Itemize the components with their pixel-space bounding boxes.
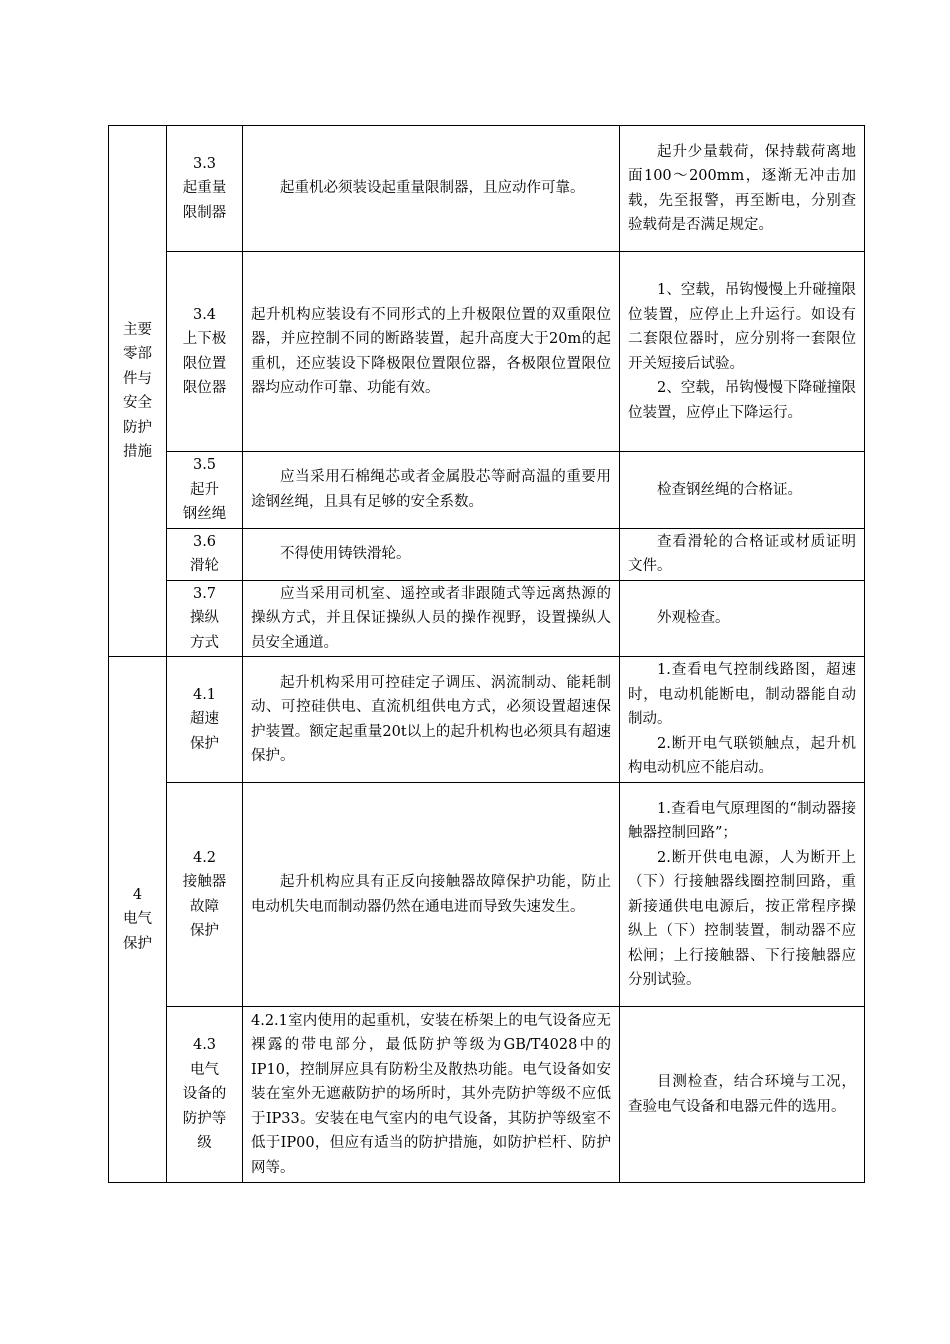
requirement-cell: 应当采用石棉绳芯或者金属股芯等耐高温的重要用途钢丝绳，且具有足够的安全系数。 <box>243 452 620 529</box>
method-cell: 查看滑轮的合格证或材质证明文件。 <box>620 528 865 580</box>
table-row <box>109 452 865 529</box>
table-row <box>109 580 865 657</box>
requirement-cell: 起升机构采用可控硅定子调压、涡流制动、能耗制动、可控硅供电、直流机组供电方式，必须设置超速保护装置。额定起重量20t以上的起升机构也必须具有超速保护。 <box>243 657 620 783</box>
item-cell: 3.4 上下极 限位置 限位器 <box>167 252 243 452</box>
inspection-table <box>108 125 865 1183</box>
requirement-cell: 起重机必须装设起重量限制器，且应动作可靠。 <box>243 126 620 252</box>
table-row <box>109 528 865 580</box>
method-cell: 外观检查。 <box>620 580 865 657</box>
table-row <box>109 783 865 1007</box>
item-cell: 4.3 电气 设备的 防护等 级 <box>167 1007 243 1183</box>
item-cell: 4.2 接触器 故障 保护 <box>167 783 243 1007</box>
requirement-cell: 应当采用司机室、遥控或者非跟随式等远离热源的操纵方式，并且保证操纵人员的操作视野，设置操纵人员安全通道。 <box>243 580 620 657</box>
item-cell: 3.7 操纵 方式 <box>167 580 243 657</box>
requirement-cell: 起升机构应装设有不同形式的上升极限位置的双重限位器，并应控制不同的断路装置，起升高度大于20m的起重机，还应装设下降极限位置限位器，各极限位置限位器均应动作可靠、功能有效。 <box>243 252 620 452</box>
item-cell: 3.3 起重量 限制器 <box>167 126 243 252</box>
table-row <box>109 126 865 252</box>
method-cell: 1、空载，吊钩慢慢上升碰撞限位装置，应停止上升运行。如设有二套限位器时，应分别将一套限位开关短接后试验。 2、空载，吊钩慢慢下降碰撞限位装置，应停止下降运行。 <box>620 252 865 452</box>
item-cell: 4.1 超速 保护 <box>167 657 243 783</box>
method-cell: 起升少量载荷，保持载荷离地面100～200mm，逐渐无冲击加载，先至报警，再至断电，分别查验载荷是否满足规定。 <box>620 126 865 252</box>
requirement-cell: 不得使用铸铁滑轮。 <box>243 528 620 580</box>
table-row <box>109 1007 865 1183</box>
category-cell: 4 电气 保护 <box>109 657 167 1183</box>
method-cell: 目测检查，结合环境与工况，查验电气设备和电器元件的选用。 <box>620 1007 865 1183</box>
method-cell: 1.查看电气原理图的“制动器接触器控制回路”； 2.断开供电电源，人为断开上（下）行接触器线圈控制回路，重新接通供电电源后，按正常程序操纵上（下）控制装置，制动器不应松闸；上行接触器、下行接触器应分别试验。 <box>620 783 865 1007</box>
method-cell: 检查钢丝绳的合格证。 <box>620 452 865 529</box>
requirement-cell: 起升机构应具有正反向接触器故障保护功能，防止电动机失电而制动器仍然在通电进而导致失速发生。 <box>243 783 620 1007</box>
item-cell: 3.5 起升 钢丝绳 <box>167 452 243 529</box>
requirement-cell: 4.2.1室内使用的起重机，安装在桥架上的电气设备应无裸露的带电部分，最低防护等级为GB/T4028中的IP10，控制屏应具有防粉尘及散热功能。电气设备如安装在室外无遮蔽防护的场所时，其外壳防护等级不应低于IP33。安装在电气室内的电气设备，其防护等级室不低于IP00，但应有适当的防护措施，如防护栏杆、防护网等。 <box>243 1007 620 1183</box>
category-cell: 主要 零部 件与 安全 防护 措施 <box>109 126 167 657</box>
table-row <box>109 657 865 783</box>
method-cell: 1.查看电气控制线路图，超速时，电动机能断电，制动器能自动制动。 2.断开电气联锁触点，起升机构电动机应不能启动。 <box>620 657 865 783</box>
table-row <box>109 252 865 452</box>
item-cell: 3.6 滑轮 <box>167 528 243 580</box>
